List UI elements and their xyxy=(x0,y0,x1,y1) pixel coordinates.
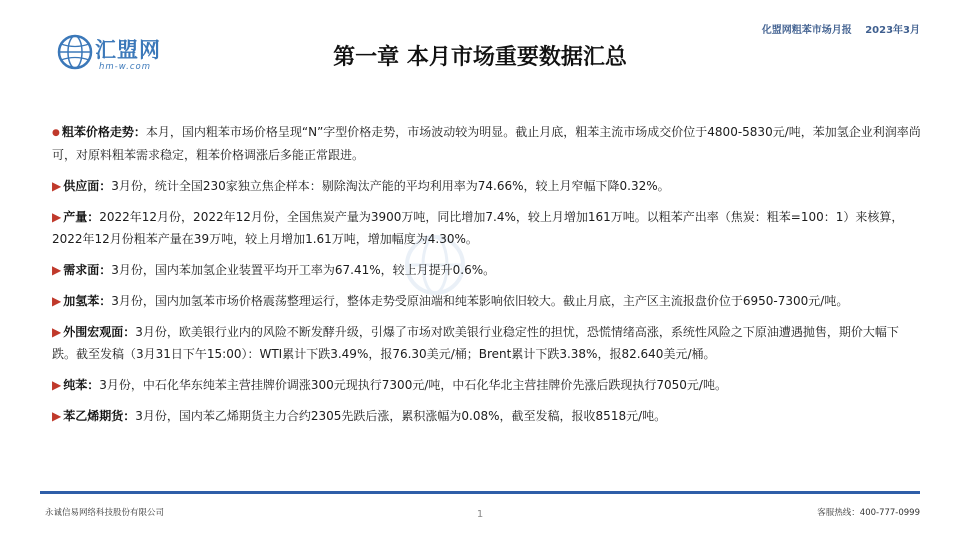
triangle-bullet-icon: ▶ xyxy=(52,263,62,277)
logo-name: 汇盟网 xyxy=(95,38,161,62)
paragraph-text: 3月份，国内苯加氢企业装置平均开工率为67.41%，较上月提升0.6%。 xyxy=(111,263,496,277)
triangle-bullet-icon: ▶ xyxy=(52,409,62,423)
bullet-circle-icon: ● xyxy=(52,128,60,138)
triangle-bullet-icon: ▶ xyxy=(52,210,62,224)
paragraph-supply xyxy=(52,175,922,197)
paragraph-price-trend xyxy=(52,121,922,166)
report-name: 化盟网粗苯市场月报 xyxy=(761,25,852,36)
paragraph-label: 供应面： xyxy=(63,179,112,193)
paragraph-pure-benzene xyxy=(52,374,922,396)
paragraph-styrene-futures xyxy=(52,405,922,427)
paragraph-text: 3月份，欧美银行业内的风险不断发酵升级，引爆了市场对欧美银行业稳定性的担忧，恐慌情绪高涨，系统性风险之下原油遭遇抛售，期价大幅下跌。截至发稿（3月31日下午15:00）：WTI累计下跌3.49%，报76.30美元/桶；Brent累计下跌3.38%，报82.640美元/桶。 xyxy=(52,325,899,361)
footer-company: 永诚信易网络科技股份有限公司 xyxy=(45,508,165,518)
logo-url: hm-w.com xyxy=(99,62,151,72)
paragraph-text: 2022年12月份，2022年12月份，全国焦炭产量为3900万吨，同比增加7.4%，较上月增加161万吨。以粗苯产出率（焦炭：粗苯=100：1）来核算，2022年12月份粗苯产量在39万吨，较上月增加1.61万吨，增加幅度为4.30%。 xyxy=(52,210,904,246)
footer-divider xyxy=(40,491,920,494)
triangle-bullet-icon: ▶ xyxy=(52,294,62,308)
triangle-bullet-icon: ▶ xyxy=(52,378,62,392)
paragraph-hydro-benzene xyxy=(52,290,922,312)
paragraph-text: 3月份，国内加氢苯市场价格震荡整理运行，整体走势受原油端和纯苯影响依旧较大。截止月底，主产区主流报盘价位于6950-7300元/吨。 xyxy=(111,294,849,308)
paragraph-label: 加氢苯： xyxy=(63,294,112,308)
paragraph-text: 本月，国内粗苯市场价格呈现“N”字型价格走势，市场波动较为明显。截止月底，粗苯主流市场成交价位于4800-5830元/吨，苯加氢企业利润率尚可，对原料粗苯需求稳定，粗苯价格调涨后多能正常跟进。 xyxy=(52,125,921,162)
triangle-bullet-icon: ▶ xyxy=(52,325,62,339)
paragraph-label: 产量： xyxy=(63,210,100,224)
paragraph-text: 3月份，统计全国230家独立焦企样本：剔除淘汰产能的平均利用率为74.66%，较上月窄幅下降0.32%。 xyxy=(111,179,670,193)
page-number: 1 xyxy=(476,509,484,520)
paragraph-label: 纯苯： xyxy=(63,378,100,392)
triangle-bullet-icon: ▶ xyxy=(52,179,62,193)
paragraph-output xyxy=(52,206,922,250)
paragraph-label: 苯乙烯期货： xyxy=(63,409,136,423)
paragraph-label: 外围宏观面： xyxy=(63,325,136,339)
report-date: 2023年3月 xyxy=(865,25,920,36)
paragraph-text: 3月份，国内苯乙烯期货主力合约2305先跌后涨，累积涨幅为0.08%，截至发稿，报收8518元/吨。 xyxy=(135,409,667,423)
paragraph-macro xyxy=(52,321,922,365)
paragraph-label: 需求面： xyxy=(63,263,112,277)
footer-hotline: 客服热线：400-777-0999 xyxy=(817,508,920,518)
summary-content xyxy=(52,121,922,436)
page-title: 第一章 本月市场重要数据汇总 xyxy=(333,45,627,70)
paragraph-demand xyxy=(52,259,922,281)
paragraph-label: 粗苯价格走势： xyxy=(61,125,146,139)
report-header xyxy=(752,21,920,36)
paragraph-text: 3月份，中石化华东纯苯主营挂牌价调涨300元现执行7300元/吨，中石化华北主营挂牌价先涨后跌现执行7050元/吨。 xyxy=(99,378,727,392)
